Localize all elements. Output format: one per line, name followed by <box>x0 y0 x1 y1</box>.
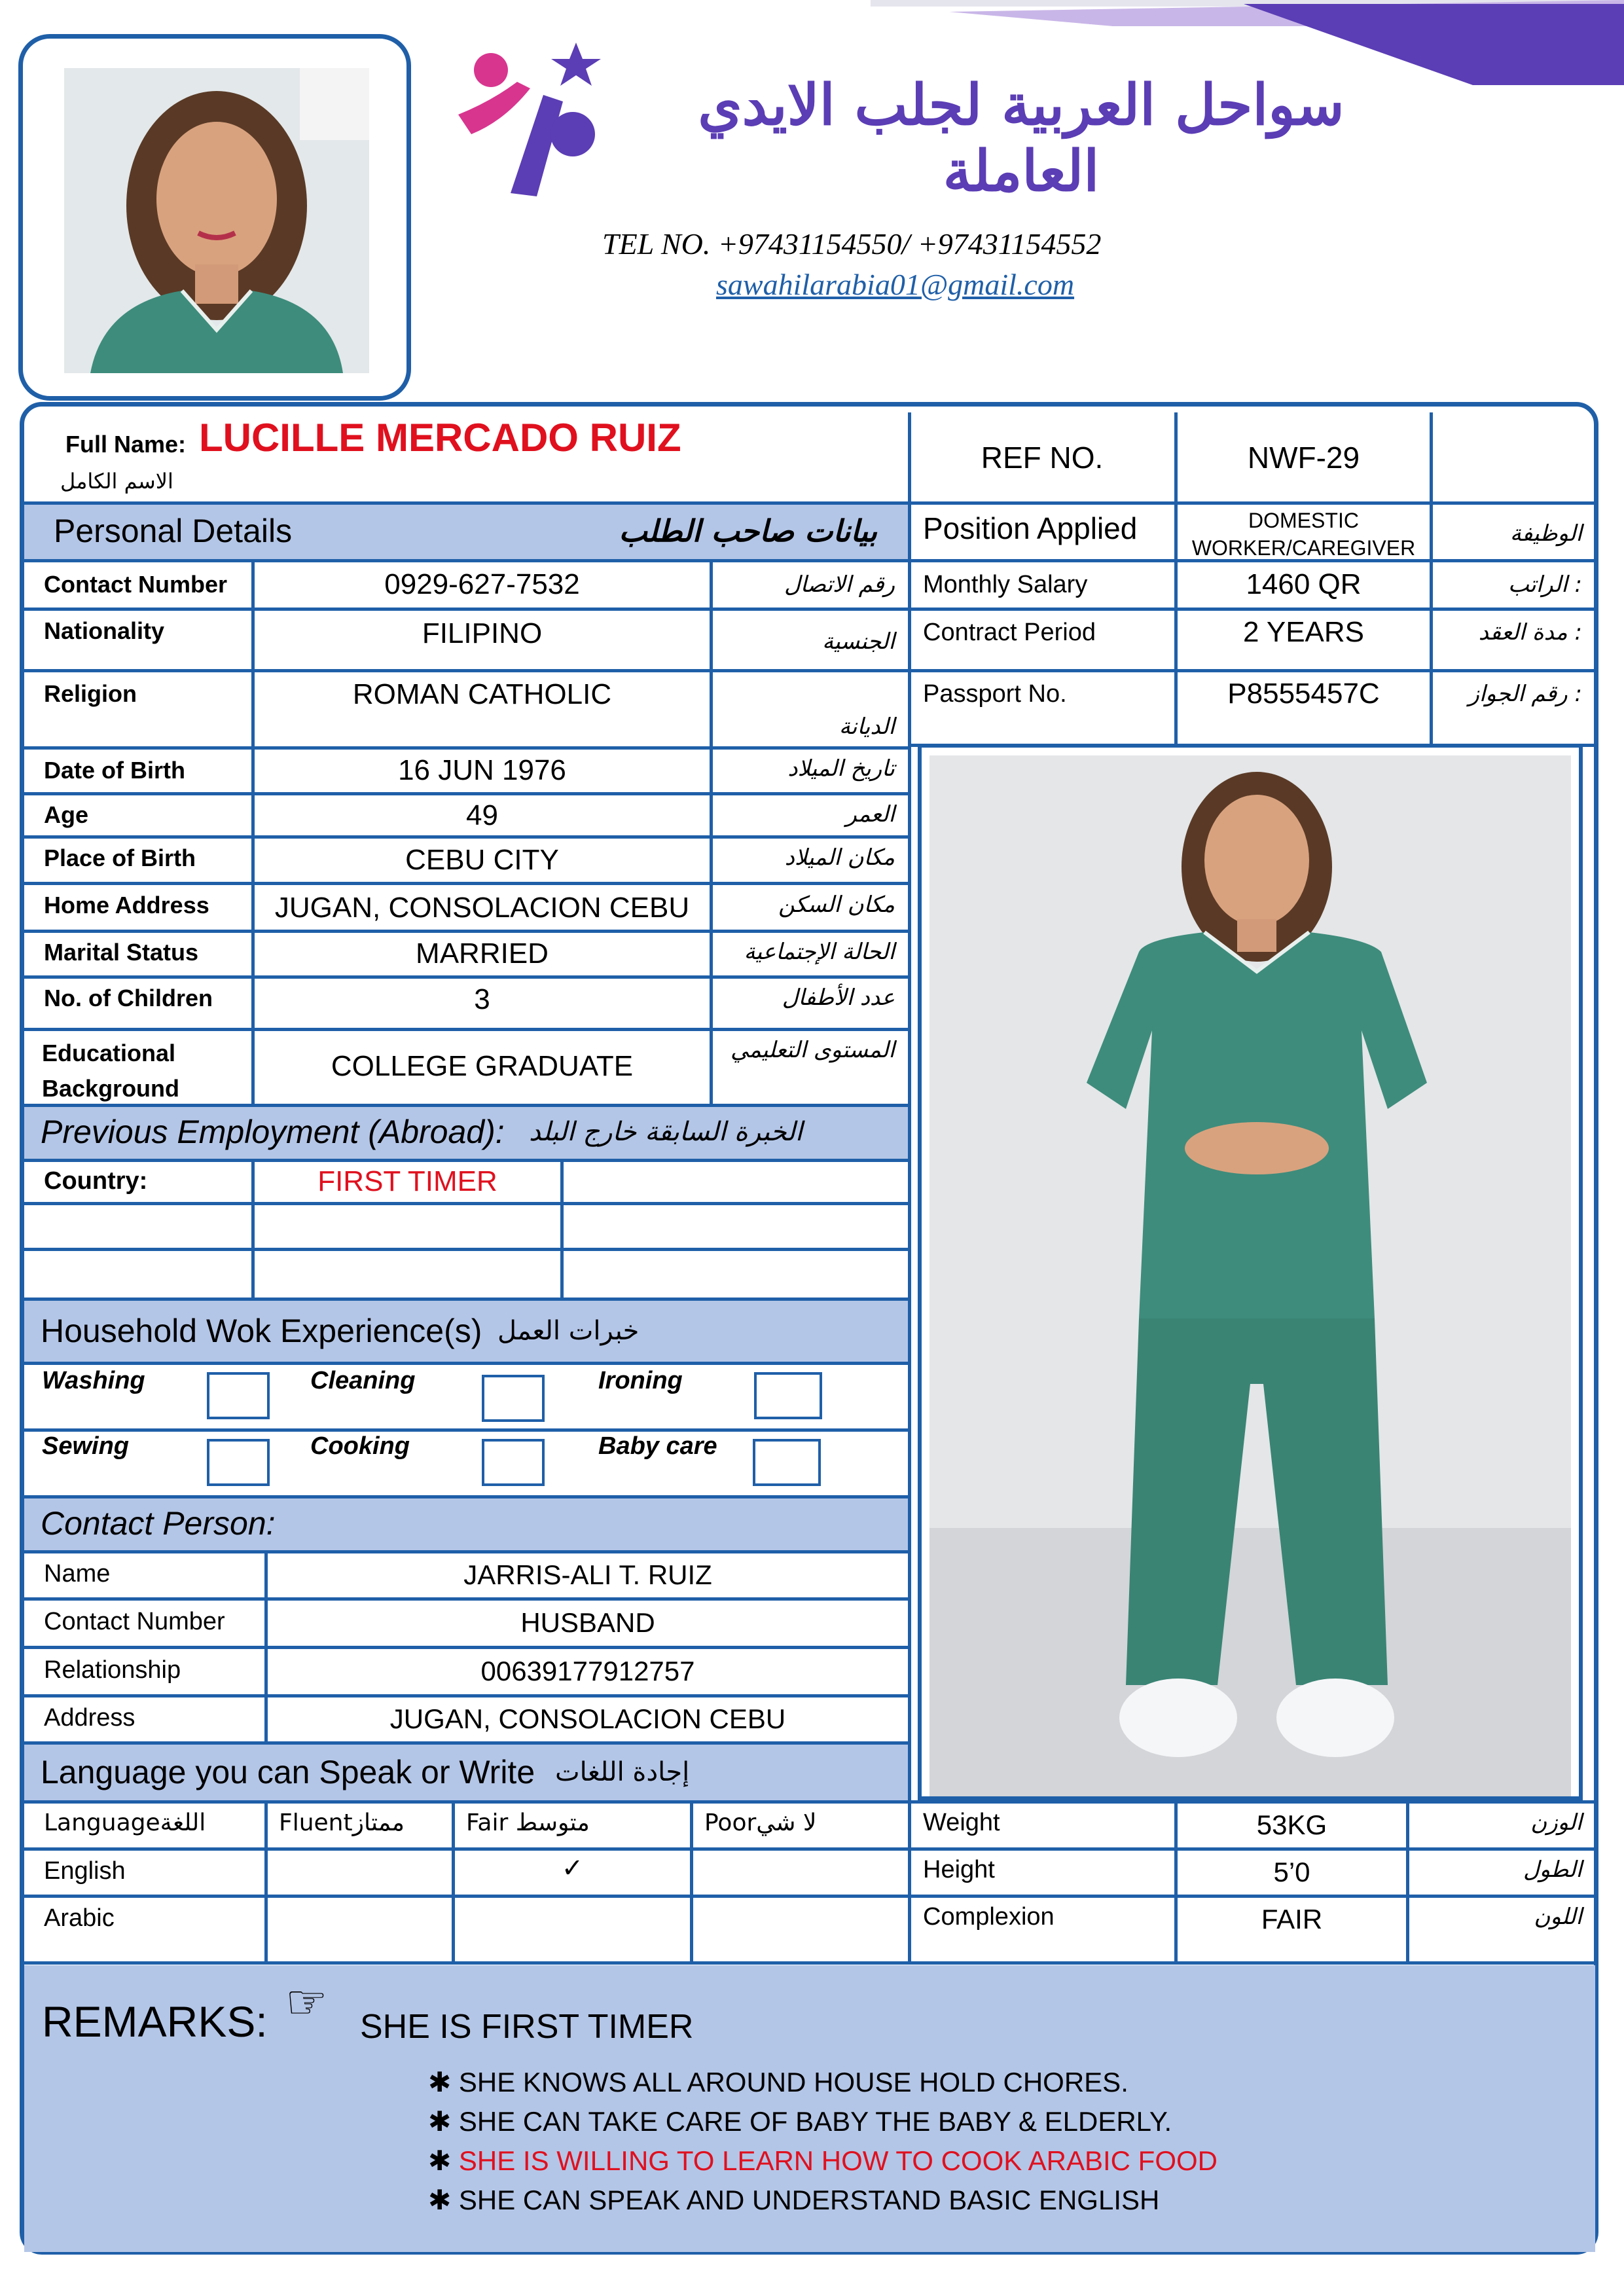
contact-number-label-ar: رقم الاتصال <box>784 572 895 598</box>
remark-item: ✱ SHE IS WILLING TO LEARN HOW TO COOK ARABIC FOOD <box>428 2145 1218 2177</box>
household-experience-title: Household Wok Experience(s) <box>41 1313 482 1349</box>
height-label: Height <box>923 1855 995 1883</box>
skill-cleaning-label: Cleaning <box>310 1367 416 1394</box>
previous-employment-title-ar: الخبرة السابقة خارج البلد <box>529 1117 803 1147</box>
remark-item: ✱ SHE CAN SPEAK AND UNDERSTAND BASIC ENGLISH <box>428 2184 1160 2216</box>
place-of-birth-value: CEBU CITY <box>405 844 559 876</box>
children-label-ar: عدد الأطفال <box>782 985 895 1011</box>
previous-employment-title: Previous Employment (Abroad): <box>41 1114 505 1150</box>
contact-person-relationship-label: Relationship <box>44 1656 181 1684</box>
height-label-ar: الطول <box>1523 1857 1582 1883</box>
skill-baby-care-label: Baby care <box>598 1432 717 1460</box>
candidate-full-body-photo <box>929 755 1571 1796</box>
pointing-hand-icon: ☞ <box>285 1974 328 2029</box>
children-value: 3 <box>474 983 490 1015</box>
language-english-fair-check: ✓ <box>561 1853 584 1883</box>
contract-period-value: 2 YEARS <box>1242 616 1365 648</box>
place-of-birth-label-ar: مكان الميلاد <box>784 844 895 871</box>
contact-person-name-label: Name <box>44 1559 111 1588</box>
contact-person-name-value: JARRIS-ALI T. RUIZ <box>463 1559 712 1590</box>
personal-details-title-ar: بيانات صاحب الطلب <box>619 513 877 549</box>
agency-telephone: TEL NO. +97431154550/ +97431154552 <box>602 227 1102 261</box>
position-applied-label: Position Applied <box>923 511 1138 545</box>
position-applied-value: DOMESTIC WORKER/CAREGIVER <box>1191 509 1416 560</box>
skill-cooking-label: Cooking <box>310 1432 410 1460</box>
nationality-label-ar: الجنسية <box>822 628 895 655</box>
age-value: 49 <box>466 799 498 831</box>
contract-period-label-ar: مدة العقد : <box>1478 619 1582 645</box>
skill-ironing-checkbox[interactable] <box>754 1372 822 1419</box>
home-address-value: JUGAN, CONSOLACION CEBU <box>274 892 690 924</box>
monthly-salary-label: Monthly Salary <box>923 570 1088 598</box>
date-of-birth-label-ar: تاريخ الميلاد <box>787 755 895 782</box>
religion-label: Religion <box>44 680 137 707</box>
home-address-label: Home Address <box>44 892 209 918</box>
country-value: FIRST TIMER <box>317 1165 497 1197</box>
skill-washing-label: Washing <box>42 1367 145 1394</box>
contact-person-number-value: HUSBAND <box>520 1607 655 1638</box>
nationality-label: Nationality <box>44 617 165 644</box>
education-label: Educational Background <box>42 1040 180 1102</box>
full-name-label-ar: الاسم الكامل <box>60 469 173 494</box>
contact-number-label: Contact Number <box>44 571 228 598</box>
complexion-label: Complexion <box>923 1902 1055 1931</box>
language-english-label: English <box>44 1857 126 1885</box>
age-label-ar: العمر <box>846 801 895 827</box>
passport-no-label-ar: رقم الجواز : <box>1468 681 1582 707</box>
contact-person-title: Contact Person: <box>41 1505 276 1542</box>
contact-person-address-value: JUGAN, CONSOLACION CEBU <box>389 1703 786 1734</box>
weight-value: 53KG <box>1256 1809 1327 1840</box>
full-name-value: LUCILLE MERCADO RUIZ <box>199 416 681 460</box>
contact-person-relationship-value: 00639177912757 <box>480 1656 695 1686</box>
remarks-headline: SHE IS FIRST TIMER <box>360 2008 694 2046</box>
date-of-birth-value: 16 JUN 1976 <box>398 754 566 786</box>
agency-logo-icon <box>452 36 602 200</box>
date-of-birth-label: Date of Birth <box>44 757 185 784</box>
language-title: Language you can Speak or Write <box>41 1754 535 1790</box>
passport-no-label: Passport No. <box>923 680 1067 708</box>
language-header-fair: Fair متوسط <box>466 1809 590 1836</box>
education-label-ar: المستوى التعليمي <box>730 1037 895 1063</box>
remarks-title: REMARKS: <box>42 1997 268 2046</box>
marital-status-label-ar: الحالة الإجتماعية <box>744 939 895 965</box>
monthly-salary-value: 1460 QR <box>1246 568 1362 600</box>
full-name-label: Full Name: <box>65 431 187 458</box>
remark-item: ✱ SHE KNOWS ALL AROUND HOUSE HOLD CHORES. <box>428 2066 1128 2098</box>
language-header-fluent: Fluentممتاز <box>279 1809 405 1836</box>
contract-period-label: Contract Period <box>923 618 1096 646</box>
passport-no-value: P8555457C <box>1227 678 1380 710</box>
candidate-portrait-photo <box>64 68 369 373</box>
weight-label: Weight <box>923 1808 1000 1836</box>
asterisk-bullet-icon: ✱ <box>428 2145 452 2177</box>
asterisk-bullet-icon: ✱ <box>428 2105 452 2137</box>
ref-no-label: REF NO. <box>981 441 1104 475</box>
personal-details-title: Personal Details <box>54 513 293 549</box>
remark-item: ✱ SHE CAN TAKE CARE OF BABY THE BABY & ELDERLY. <box>428 2105 1172 2137</box>
language-title-ar: إجادة اللغات <box>555 1757 690 1787</box>
weight-label-ar: الوزن <box>1530 1809 1582 1836</box>
country-label: Country: <box>44 1167 148 1195</box>
education-value: COLLEGE GRADUATE <box>331 1050 634 1082</box>
position-applied-label-ar: الوظيفة <box>1509 520 1582 547</box>
language-arabic-label: Arabic <box>44 1904 115 1932</box>
agency-email-link[interactable]: sawahilarabia01@gmail.com <box>716 268 1075 301</box>
skill-sewing-label: Sewing <box>42 1432 130 1460</box>
skill-sewing-checkbox[interactable] <box>207 1439 270 1486</box>
contact-person-address-label: Address <box>44 1703 135 1732</box>
skill-cooking-checkbox[interactable] <box>482 1439 545 1486</box>
home-address-label-ar: مكان السكن <box>778 892 895 918</box>
ref-no-value: NWF-29 <box>1247 441 1360 475</box>
contact-person-number-label: Contact Number <box>44 1607 225 1635</box>
skill-washing-checkbox[interactable] <box>207 1372 270 1419</box>
religion-value: ROMAN CATHOLIC <box>352 678 612 710</box>
age-label: Age <box>44 801 89 828</box>
marital-status-label: Marital Status <box>44 939 199 966</box>
asterisk-bullet-icon: ✱ <box>428 2184 452 2216</box>
language-header-poor: Poorلا شي <box>704 1809 817 1836</box>
marital-status-value: MARRIED <box>416 937 549 970</box>
children-label: No. of Children <box>44 985 213 1011</box>
contact-number-value: 0929-627-7532 <box>384 568 580 600</box>
religion-label-ar: الديانة <box>839 714 895 740</box>
household-experience-title-ar: خبرات العمل <box>497 1316 640 1346</box>
skill-baby-care-checkbox[interactable] <box>753 1439 821 1486</box>
skill-ironing-label: Ironing <box>598 1367 683 1394</box>
asterisk-bullet-icon: ✱ <box>428 2066 452 2098</box>
complexion-label-ar: اللون <box>1534 1904 1582 1930</box>
complexion-value: FAIR <box>1261 1904 1323 1934</box>
agency-name-arabic: سواحل العربية لجلب الايدي العاملة <box>698 72 1344 204</box>
place-of-birth-label: Place of Birth <box>44 844 196 871</box>
height-value: 5’0 <box>1273 1857 1310 1887</box>
skill-cleaning-checkbox[interactable] <box>482 1375 545 1422</box>
monthly-salary-label-ar: الراتب : <box>1507 572 1582 598</box>
nationality-value: FILIPINO <box>422 617 543 649</box>
language-header-language: Languageاللغة <box>44 1809 206 1836</box>
